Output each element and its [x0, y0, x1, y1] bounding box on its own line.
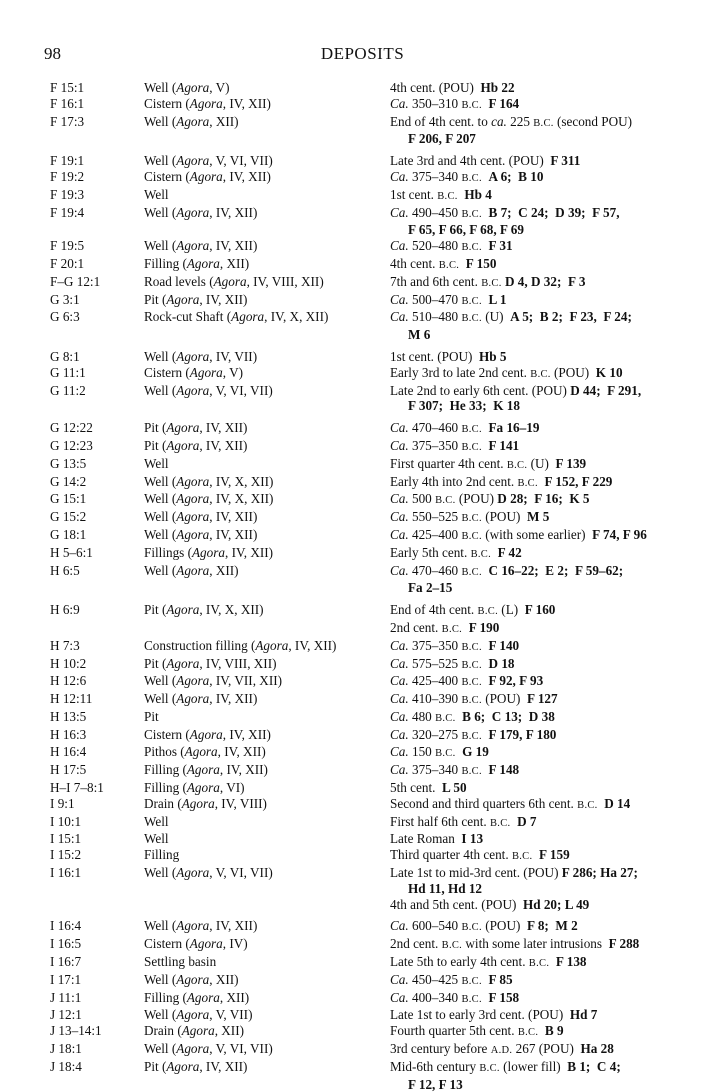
deposit-row	[0, 420, 725, 438]
deposit-id: G 11:1	[50, 364, 86, 380]
deposit-description: Rock-cut Shaft (Agora, IV, X, XII)	[144, 309, 329, 325]
deposit-id: G 12:23	[50, 437, 93, 453]
deposit-row	[0, 274, 725, 292]
deposit-id: F 19:4	[50, 204, 85, 220]
deposit-description: Well (Agora, IV, XII)	[144, 509, 258, 525]
deposit-description: Cistern (Agora, IV)	[144, 936, 248, 952]
deposit-description: Well (Agora, IV, VII)	[144, 348, 258, 364]
deposit-id: J 12:1	[50, 1007, 82, 1023]
deposit-row	[0, 114, 725, 148]
deposit-description: Fillings (Agora, IV, XII)	[144, 544, 274, 560]
deposit-date-refs: Ca. 550–525 B.C. (POU) M 5	[390, 509, 550, 525]
deposit-description: Well (Agora, XII)	[144, 562, 239, 578]
deposit-date-refs: 4th cent. B.C. F 150	[390, 255, 497, 271]
page-title: DEPOSITS	[320, 44, 405, 63]
deposit-date-refs: 4th cent. (POU) Hb 22	[390, 80, 515, 95]
deposit-row	[0, 491, 725, 509]
deposit-row	[0, 474, 725, 492]
deposit-row	[0, 918, 725, 936]
deposit-date-refs: Early 4th into 2nd cent. B.C. F 152, F 229	[390, 473, 613, 489]
deposit-date-refs: 4th and 5th cent. (POU) Hd 20; L 49	[390, 896, 590, 912]
deposit-row	[0, 990, 725, 1008]
deposit-id: H 16:3	[50, 726, 87, 742]
deposit-date-refs: Late 1st to early 3rd cent. (POU) Hd 7	[390, 1007, 598, 1023]
deposit-date-refs: Ca. 350–310 B.C. F 164	[390, 95, 520, 111]
deposit-description: Cistern (Agora, V)	[144, 364, 244, 380]
deposit-date-refs: Fourth quarter 5th cent. B.C. B 9	[390, 1023, 564, 1039]
deposit-description: Drain (Agora, XII)	[144, 1023, 244, 1039]
deposit-row	[0, 563, 725, 597]
deposit-row	[0, 1041, 725, 1059]
deposit-id: I 10:1	[50, 813, 82, 829]
deposit-row	[0, 205, 725, 239]
deposit-row	[0, 365, 725, 383]
deposit-id: H 12:11	[50, 691, 93, 707]
deposit-date-refs: Ca. 520–480 B.C. F 31	[390, 238, 513, 254]
deposit-id: G 15:2	[50, 509, 87, 525]
deposit-description: Well	[144, 831, 169, 847]
deposit-date-refs: Late Roman I 13	[390, 831, 484, 847]
deposit-id: G 18:1	[50, 526, 87, 542]
deposit-description: Well (Agora, IV, XII)	[144, 691, 258, 707]
deposit-description: Well (Agora, IV, XII)	[144, 204, 258, 220]
deposit-row	[0, 292, 725, 310]
deposit-id: I 16:4	[50, 918, 82, 934]
deposit-id: I 16:5	[50, 936, 82, 952]
deposit-row	[0, 238, 725, 256]
deposit-id: G 14:2	[50, 473, 87, 489]
deposit-date-refs: Ca. 375–350 B.C. F 141	[390, 437, 520, 453]
deposit-date-refs: Ca. 470–460 B.C. C 16–22; E 2; F 59–62; Fa 2–15	[390, 562, 624, 596]
deposit-row	[0, 383, 725, 415]
deposit-id: H 10:2	[50, 655, 87, 671]
deposit-id: H 16:4	[50, 744, 87, 760]
deposit-row	[0, 1007, 725, 1023]
deposit-row	[0, 527, 725, 545]
deposit-row	[0, 169, 725, 187]
deposit-description: Pit (Agora, IV, XII)	[144, 1058, 248, 1074]
deposit-list	[0, 80, 725, 1092]
deposit-description: Well (Agora, IV, XII)	[144, 918, 258, 934]
deposit-id: H 6:5	[50, 562, 80, 578]
deposit-id: F 19:2	[50, 168, 85, 184]
deposit-id: H–I 7–8:1	[50, 780, 104, 796]
deposit-row	[0, 814, 725, 832]
deposit-date-refs: Ca. 490–450 B.C. B 7; C 24; D 39; F 57, F 65, F 66, F 68, F 69	[390, 204, 620, 238]
deposit-description: Well (Agora, V)	[144, 80, 230, 95]
deposit-description: Well	[144, 813, 169, 829]
deposit-row	[0, 780, 725, 796]
deposit-date-refs: First half 6th cent. B.C. D 7	[390, 813, 537, 829]
deposit-id: G 13:5	[50, 455, 87, 471]
deposit-description: Well (Agora, V, VI, VII)	[144, 153, 273, 169]
deposit-row	[0, 1059, 725, 1092]
deposit-date-refs: Ca. 450–425 B.C. F 85	[390, 971, 513, 987]
deposit-id: H 7:3	[50, 637, 80, 653]
deposit-id: G 11:2	[50, 382, 86, 398]
deposit-row	[0, 762, 725, 780]
deposit-description: Cistern (Agora, IV, XII)	[144, 168, 271, 184]
deposit-date-refs: 5th cent. L 50	[390, 780, 467, 796]
deposit-row	[0, 153, 725, 169]
deposit-id: I 9:1	[50, 795, 75, 811]
deposit-date-refs: Ca. 500–470 B.C. L 1	[390, 291, 507, 307]
deposit-description: Filling (Agora, XII)	[144, 255, 250, 271]
deposit-id: F 16:1	[50, 95, 85, 111]
deposit-id: J 13–14:1	[50, 1023, 102, 1039]
deposit-description: Pit (Agora, IV, VIII, XII)	[144, 655, 277, 671]
deposit-description: Well (Agora, IV, XII)	[144, 238, 258, 254]
deposit-row	[0, 96, 725, 114]
deposit-description: Well (Agora, XII)	[144, 113, 239, 129]
deposit-description: Filling	[144, 847, 180, 863]
deposit-description: Well	[144, 455, 169, 471]
deposit-date-refs: Ca. 510–480 B.C. (U) A 5; B 2; F 23, F 24; M 6	[390, 309, 632, 343]
deposit-row	[0, 509, 725, 527]
deposit-date-refs: Ca. 410–390 B.C. (POU) F 127	[390, 691, 558, 707]
deposit-date-refs: 3rd century before A.D. 267 (POU) Ha 28	[390, 1041, 614, 1057]
deposit-date-refs: 1st cent. (POU) Hb 5	[390, 348, 507, 364]
deposit-date-refs: Ca. 425–400 B.C. (with some earlier) F 74, F 96	[390, 526, 647, 542]
deposit-description: Well (Agora, IV, VII, XII)	[144, 673, 282, 689]
deposit-description: Well (Agora, V, VII)	[144, 1007, 253, 1023]
deposit-date-refs: Late 5th to early 4th cent. B.C. F 138	[390, 954, 587, 970]
deposit-row	[0, 831, 725, 847]
deposit-date-refs: Late 3rd and 4th cent. (POU) F 311	[390, 153, 581, 169]
deposit-description: Pit (Agora, IV, XII)	[144, 420, 248, 436]
deposit-date-refs: Ca. 480 B.C. B 6; C 13; D 38	[390, 708, 555, 724]
deposit-id: G 3:1	[50, 291, 80, 307]
deposit-description: Road levels (Agora, IV, VIII, XII)	[144, 273, 324, 289]
deposit-description: Well (Agora, V, VI, VII)	[144, 865, 273, 881]
deposit-description: Cistern (Agora, IV, XII)	[144, 726, 271, 742]
deposit-id: F 19:1	[50, 153, 85, 169]
deposit-description: Filling (Agora, VI)	[144, 780, 245, 796]
deposit-date-refs: Third quarter 4th cent. B.C. F 159	[390, 847, 570, 863]
deposit-date-refs: Ca. 320–275 B.C. F 179, F 180	[390, 726, 557, 742]
deposit-row	[0, 897, 725, 913]
deposit-date-refs: Ca. 470–460 B.C. Fa 16–19	[390, 420, 540, 436]
deposit-id: F 17:3	[50, 113, 85, 129]
deposit-row	[0, 865, 725, 897]
deposit-description: Pit (Agora, IV, X, XII)	[144, 602, 264, 618]
deposit-date-refs: Ca. 375–340 B.C. A 6; B 10	[390, 168, 544, 184]
deposit-description: Pit	[144, 708, 159, 724]
deposit-row	[0, 456, 725, 474]
deposit-date-refs: Ca. 375–350 B.C. F 140	[390, 637, 520, 653]
deposit-row	[0, 744, 725, 762]
deposit-row	[0, 727, 725, 745]
deposit-row	[0, 954, 725, 972]
deposit-id: H 13:5	[50, 708, 87, 724]
deposit-date-refs: Ca. 150 B.C. G 19	[390, 744, 489, 760]
deposit-row	[0, 309, 725, 343]
deposit-date-refs: Ca. 500 B.C. (POU) D 28; F 16; K 5	[390, 491, 590, 507]
deposit-row	[0, 936, 725, 954]
deposit-date-refs: Early 5th cent. B.C. F 42	[390, 544, 522, 560]
deposit-row	[0, 796, 725, 814]
deposit-description: Well (Agora, IV, X, XII)	[144, 491, 274, 507]
deposit-id: I 17:1	[50, 971, 82, 987]
deposit-description: Well (Agora, IV, X, XII)	[144, 473, 274, 489]
deposit-date-refs: Ca. 400–340 B.C. F 158	[390, 989, 520, 1005]
deposit-date-refs: Ca. 600–540 B.C. (POU) F 8; M 2	[390, 918, 578, 934]
deposit-row	[0, 545, 725, 563]
deposit-description: Pit (Agora, IV, XII)	[144, 437, 248, 453]
deposit-id: I 15:2	[50, 847, 82, 863]
deposit-date-refs: 1st cent. B.C. Hb 4	[390, 186, 492, 202]
deposit-row	[0, 80, 725, 96]
deposit-id: H 12:6	[50, 673, 87, 689]
deposit-row	[0, 256, 725, 274]
deposit-description: Well (Agora, XII)	[144, 971, 239, 987]
deposit-date-refs: Ca. 425–400 B.C. F 92, F 93	[390, 673, 544, 689]
deposit-description: Settling basin	[144, 954, 217, 970]
deposit-date-refs: Late 2nd to early 6th cent. (POU) D 44; F 291, F 307; He 33; K 18	[390, 382, 642, 414]
deposit-row	[0, 972, 725, 990]
deposit-description: Filling (Agora, IV, XII)	[144, 762, 268, 778]
deposit-row	[0, 638, 725, 656]
deposit-id: F 15:1	[50, 80, 85, 95]
deposit-description: Well (Agora, IV, XII)	[144, 526, 258, 542]
deposit-id: F 19:5	[50, 238, 85, 254]
deposit-id: F 19:3	[50, 186, 85, 202]
deposit-description: Filling (Agora, XII)	[144, 989, 250, 1005]
deposit-id: G 15:1	[50, 491, 87, 507]
deposit-date-refs: End of 4th cent. B.C. (L) F 160 2nd cent. B.C. F 190	[390, 602, 556, 635]
deposit-id: I 16:7	[50, 954, 82, 970]
deposit-id: G 12:22	[50, 420, 93, 436]
deposit-id: I 15:1	[50, 831, 82, 847]
deposit-id: F 20:1	[50, 255, 85, 271]
deposit-row	[0, 187, 725, 205]
deposit-id: G 8:1	[50, 348, 80, 364]
page-number: 98	[44, 44, 61, 63]
deposit-date-refs: End of 4th cent. to ca. 225 B.C. (second POU) F 206, F 207	[390, 113, 633, 147]
deposit-id: H 6:9	[50, 602, 80, 618]
deposit-row	[0, 1023, 725, 1041]
deposit-row	[0, 691, 725, 709]
deposit-date-refs: First quarter 4th cent. B.C. (U) F 139	[390, 455, 587, 471]
deposit-row	[0, 602, 725, 638]
deposit-id: J 18:1	[50, 1041, 82, 1057]
deposit-row	[0, 349, 725, 365]
deposit-date-refs: 2nd cent. B.C. with some later intrusions F 288	[390, 936, 640, 952]
deposit-id: H 17:5	[50, 762, 87, 778]
deposit-description: Construction filling (Agora, IV, XII)	[144, 637, 337, 653]
deposit-row	[0, 656, 725, 674]
deposit-row	[0, 709, 725, 727]
deposit-date-refs: Ca. 375–340 B.C. F 148	[390, 762, 520, 778]
deposit-description: Drain (Agora, IV, VIII)	[144, 795, 267, 811]
deposit-description: Pithos (Agora, IV, XII)	[144, 744, 266, 760]
deposit-row	[0, 847, 725, 865]
deposit-date-refs: 7th and 6th cent. B.C. D 4, D 32; F 3	[390, 273, 586, 289]
deposit-date-refs: Mid-6th century B.C. (lower fill) B 1; C 4; F 12, F 13	[390, 1058, 621, 1092]
deposit-id: H 5–6:1	[50, 544, 93, 560]
deposit-date-refs: Second and third quarters 6th cent. B.C. D 14	[390, 795, 631, 811]
deposit-date-refs: Late 1st to mid-3rd cent. (POU) F 286; Ha 27; Hd 11, Hd 12	[390, 865, 638, 896]
deposit-description: Cistern (Agora, IV, XII)	[144, 95, 271, 111]
deposit-description: Well (Agora, V, VI, VII)	[144, 382, 273, 398]
deposit-date-refs: Early 3rd to late 2nd cent. B.C. (POU) K 10	[390, 364, 623, 380]
deposit-id: I 16:1	[50, 865, 82, 881]
deposit-id: G 6:3	[50, 309, 80, 325]
deposit-row	[0, 673, 725, 691]
deposit-id: J 18:4	[50, 1058, 82, 1074]
deposit-description: Pit (Agora, IV, XII)	[144, 291, 248, 307]
deposit-id: J 11:1	[50, 989, 82, 1005]
deposit-description: Well (Agora, V, VI, VII)	[144, 1041, 273, 1057]
deposit-row	[0, 438, 725, 456]
deposit-id: F–G 12:1	[50, 273, 101, 289]
deposit-description: Well	[144, 186, 169, 202]
deposit-date-refs: Ca. 575–525 B.C. D 18	[390, 655, 515, 671]
